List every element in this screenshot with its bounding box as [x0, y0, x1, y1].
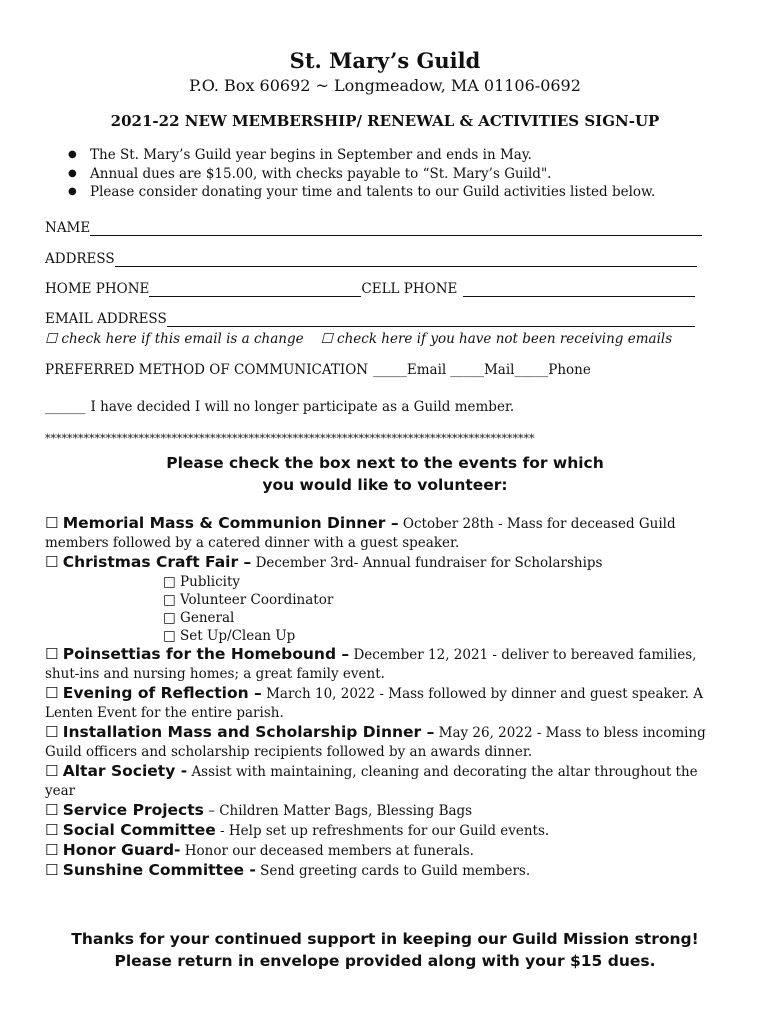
- volunteer-heading: [0, 452, 770, 496]
- name-field-row: [45, 220, 702, 236]
- page-title: St. Mary’s Guild: [289, 48, 481, 73]
- event-item: [45, 684, 725, 723]
- event-name: Installation Mass and Scholarship Dinner –: [62, 723, 435, 741]
- event-item: [45, 762, 725, 801]
- closing-line: Please return in envelope provided along with your $15 dues.: [114, 952, 656, 970]
- event-description: May 26, 2022 - Mass to bless incoming Guild officers and scholarship recipients followed by an awards dinner.: [45, 725, 706, 760]
- event-checkbox[interactable]: ☐: [45, 861, 59, 879]
- address-label: ADDRESS: [45, 251, 115, 267]
- event-name: Honor Guard-: [62, 841, 181, 859]
- event-description: – Children Matter Bags, Blessing Bags: [208, 803, 473, 819]
- event-item: [45, 821, 725, 841]
- address-field-row: [45, 251, 697, 267]
- option-email[interactable]: _____Email: [373, 362, 447, 378]
- event-item: [45, 723, 725, 762]
- preferred-communication-row: [45, 362, 591, 378]
- closing-message: [0, 928, 770, 972]
- event-description: Honor our deceased members at funerals.: [184, 843, 474, 859]
- event-checkbox[interactable]: ☐: [45, 514, 59, 532]
- email-field-row: [45, 311, 695, 327]
- name-input-line[interactable]: [90, 221, 702, 236]
- bullet-item: ● The St. Mary’s Guild year begins in September and ends in May.: [90, 146, 655, 165]
- mailing-address: P.O. Box 60692 ~ Longmeadow, MA 01106-0692: [189, 76, 581, 95]
- event-name: Sunshine Committee -: [62, 861, 256, 879]
- event-checkbox[interactable]: ☐: [45, 801, 59, 819]
- option-mail[interactable]: _____Mail: [450, 362, 515, 378]
- email-input-line[interactable]: [167, 312, 695, 327]
- event-name: Evening of Reflection –: [62, 684, 262, 702]
- event-name: Service Projects: [62, 801, 204, 819]
- event-item: [45, 841, 725, 861]
- event-checkbox[interactable]: ☐: [45, 553, 59, 571]
- role-checkbox[interactable]: □ Set Up/Clean Up: [163, 628, 296, 644]
- event-name: Memorial Mass & Communion Dinner –: [62, 514, 399, 532]
- phone-field-row: [45, 281, 695, 297]
- address-input-line[interactable]: [115, 252, 697, 267]
- event-name: Christmas Craft Fair –: [62, 553, 252, 571]
- event-description: Send greeting cards to Guild members.: [260, 863, 531, 879]
- event-checkbox[interactable]: ☐: [45, 841, 59, 859]
- craft-fair-roles: [163, 573, 725, 645]
- event-description: March 10, 2022 - Mass followed by dinner and guest speaker. A Lenten Event for the entire parish.: [45, 686, 703, 721]
- event-description: Assist with maintaining, cleaning and decorating the altar throughout the year: [45, 764, 698, 799]
- role-checkbox[interactable]: □ Publicity: [163, 574, 241, 590]
- event-name: Altar Society -: [62, 762, 188, 780]
- event-name: Poinsettias for the Homebound –: [62, 645, 350, 663]
- bullet-item: ● Please consider donating your time and talents to our Guild activities listed below.: [90, 183, 655, 202]
- volunteer-heading-line: Please check the box next to the events for which: [166, 454, 604, 472]
- event-description: October 28th - Mass for deceased Guild members followed by a catered dinner with a guest speaker.: [45, 516, 676, 551]
- event-description: December 3rd- Annual fundraiser for Scholarships: [255, 555, 603, 571]
- event-item: [45, 645, 725, 684]
- cell-phone-input-line[interactable]: [463, 282, 695, 297]
- event-item: [45, 553, 725, 573]
- info-bullets: [45, 146, 655, 202]
- volunteer-heading-line: you would like to volunteer:: [262, 476, 508, 494]
- event-description: December 12, 2021 - deliver to bereaved families, shut-ins and nursing homes; a great family event.: [45, 647, 697, 682]
- email-checks-row: [45, 331, 672, 347]
- event-checkbox[interactable]: ☐: [45, 645, 59, 663]
- withdraw-text: I have decided I will no longer participate as a Guild member.: [90, 399, 515, 415]
- form-heading: 2021-22 NEW MEMBERSHIP/ RENEWAL & ACTIVITIES SIGN-UP: [110, 112, 660, 130]
- email-not-receiving-checkbox[interactable]: ☐ check here if you have not been receiving emails: [320, 331, 673, 347]
- event-checkbox[interactable]: ☐: [45, 723, 59, 741]
- closing-line: Thanks for your continued support in keeping our Guild Mission strong!: [71, 930, 699, 948]
- option-phone[interactable]: _____Phone: [514, 362, 591, 378]
- withdraw-blank[interactable]: ______: [45, 399, 86, 415]
- separator-line: *****************************************************************************************: [45, 432, 535, 445]
- event-item: [45, 861, 725, 881]
- home-phone-label: HOME PHONE: [45, 281, 150, 297]
- role-checkbox[interactable]: □ Volunteer Coordinator: [163, 592, 334, 608]
- email-change-checkbox[interactable]: ☐ check here if this email is a change: [45, 331, 304, 347]
- volunteer-events-list: [45, 514, 725, 881]
- cell-phone-label: CELL PHONE: [361, 281, 458, 297]
- event-name: Social Committee: [62, 821, 216, 839]
- bullet-item: ● Annual dues are $15.00, with checks payable to “St. Mary’s Guild".: [90, 165, 655, 184]
- event-item: [45, 801, 725, 821]
- role-checkbox[interactable]: □ General: [163, 610, 235, 626]
- event-checkbox[interactable]: ☐: [45, 762, 59, 780]
- event-description: - Help set up refreshments for our Guild events.: [220, 823, 550, 839]
- email-label: EMAIL ADDRESS: [45, 311, 167, 327]
- preferred-method-label: PREFERRED METHOD OF COMMUNICATION: [45, 362, 369, 378]
- name-label: NAME: [45, 220, 91, 236]
- event-item: [45, 514, 725, 553]
- event-checkbox[interactable]: ☐: [45, 684, 59, 702]
- home-phone-input-line[interactable]: [149, 282, 361, 297]
- event-checkbox[interactable]: ☐: [45, 821, 59, 839]
- withdraw-row: [45, 399, 514, 415]
